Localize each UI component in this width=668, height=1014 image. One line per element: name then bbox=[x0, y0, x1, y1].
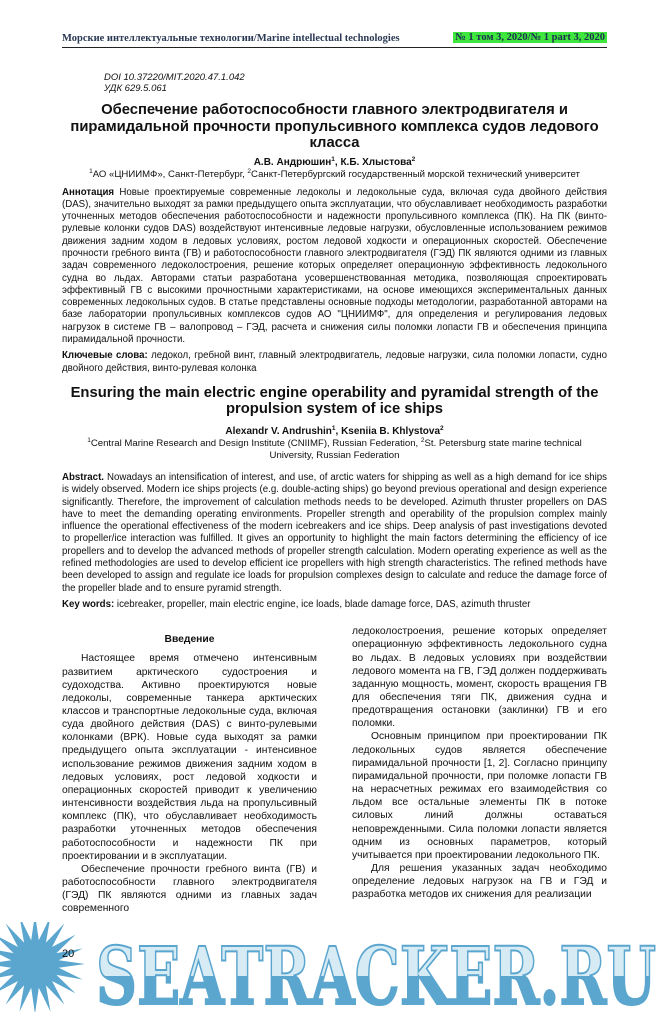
title-ru: Обеспечение работоспособности главного электродвигателя и пирамидальной прочности пропульсивного комплекса судов ледового класса bbox=[70, 102, 599, 151]
affiliations-ru: $^1$АО «ЦНИИМФ», Санкт-Петербург, $^2$Санкт-Петербургский государственный морской технический университет bbox=[89, 167, 580, 180]
affiliations-en: $^1$Central Marine Research and Design Institute (CNIIMF), Russian Federation, $^2$St. Petersburg state marine technical University, Russian Federation bbox=[87, 436, 582, 461]
paragraph: Настоящее время отмечено интенсивным развитием арктического судостроения и судоходства. Активно проектируются новые ледоколы, современные танкера арктических классов и транспортные ледокольные суда, включая суда двойного действия (DAS) с винто-рулевыми колонками (ВРК). Новые суда выходят за рамки предыдущего опыта эксплуатации - интенсивное использование режимов движения задним ходом в ледовых условиях, рост ледовой ходкости и операционных скоростей приводит к увеличению интенсивности воздействия льда на пропульсивный комплекс (ПК), что обуславливает необходимость разработки уточненных методов обеспечения работоспособности и надежности ПК при проектировании и в эксплуатации. bbox=[62, 653, 317, 862]
page-number: 20 bbox=[62, 947, 75, 960]
author: Kseniia B. Khlystova bbox=[341, 425, 440, 437]
abstract-en bbox=[62, 472, 607, 595]
issue-badge: № 1 том 3, 2020/№ 1 part 3, 2020 bbox=[455, 32, 605, 43]
affiliation: Санкт-Петербургский государственный морской технический университет bbox=[251, 168, 580, 180]
paragraph: ледоколостроения, решение которых определяет операционную эффективность ледокольного судна во льдах. В ледовых условиях при воздействии ледового момента на ГВ, ГЭД должен поддерживать заданную мощность, момент, скорость вращения ГВ для обеспечения тяги ПК, движения судна и предотвращения остановки (заклинки) ГВ и его поломки. bbox=[352, 626, 607, 730]
abstract-ru bbox=[62, 187, 607, 347]
affiliation: St. Petersburg state marine technical University, Russian Federation bbox=[269, 437, 582, 461]
sun-logo-icon bbox=[0, 922, 85, 1012]
keywords-label: Key words: bbox=[62, 598, 115, 610]
keywords-text: icebreaker, propeller, main electric engine, ice loads, blade damage force, DAS, azimuth thruster bbox=[116, 598, 531, 610]
author: А.В. Андрюшин bbox=[253, 156, 332, 168]
author: К.Б. Хлыстова bbox=[340, 156, 412, 168]
authors-en: Alexandr V. Andrushin$^1$, Kseniia B. Khlystova$^2$ bbox=[225, 424, 444, 437]
authors-ru: А.В. Андрюшин$^1$, К.Б. Хлыстова$^2$ bbox=[253, 155, 416, 168]
doi: DOI 10.37220/MIT.2020.47.1.042 bbox=[104, 72, 245, 83]
udk: УДК 629.5.061 bbox=[104, 83, 167, 94]
affiliation: АО «ЦНИИМФ», Санкт-Петербург, bbox=[92, 168, 245, 180]
abstract-label: Abstract. bbox=[62, 471, 104, 483]
page-footer bbox=[0, 922, 668, 1014]
affiliation: Central Marine Research and Design Institute (CNIIMF), Russian Federation, bbox=[90, 437, 419, 449]
author: Alexandr V. Andrushin bbox=[225, 425, 332, 437]
paragraph: Для решения указанных задач необходимо определение ледовых нагрузок на ГВ и ГЭД и разработка методов их снижения для реализации bbox=[352, 863, 607, 901]
running-header bbox=[62, 33, 607, 48]
keywords-label: Ключевые слова: bbox=[62, 350, 148, 362]
abstract-text: Новые проектируемые современные ледоколы и ледокольные суда, включая суда двойного действия (DAS), значительно выходят за рамки предыдущего опыта эксплуатации, что обуславливает необходимость разработки уточненных методов обеспечения работоспособности и надежности пропульсивного комплекса (ПК). На ПК (винто-рулевые колонки судов DAS) воздействуют интенсивные ледовые нагрузки, обусловленные использованием режимов движения задним ходом в ледовых условиях, ростом ледовой ходкости и операционных скоростей. Обеспечение прочности гребного винта (ГВ) и работоспособности главного электродвигателя (ГЭД) ПК являются одними из главных задач современного ледоколостроения, решение которых определяет операционную эффективность ледокольного судна во льдах. Авторами статьи разработана усовершенствованная методика, позволяющая спроектировать эффективный ГВ с высокими прочностными характеристиками, на основе имеющихся экспериментальных данных современных ледокольных судов. В статье представлены основные подходы методологии, разработанной авторами на базе лаборатории пропульсивных комплексов судов АО "ЦНИИМФ", для определения и регулирования ледовых нагрузок в системе ГВ – валопровод – ГЭД, расчета и снижения силы поломки лопасти ГВ и обеспечения принципа пирамидальной прочности. bbox=[62, 186, 607, 346]
abstract-label: Аннотация bbox=[62, 186, 115, 198]
paragraph: Основным принципом при проектировании ПК ледокольных судов является обеспечение пирамидальной прочности [1, 2]. Согласно принципу пирамидальной прочности, при поломке лопасти ГВ на нерасчетных режимах его взаимодействия со льдом все остальные элементы ПК в потоке силовых линий должны оставаться неповрежденными. Сила поломки лопасти является одним из основных параметров, который учитывается при проектировании ледокольного ПК. bbox=[352, 731, 607, 861]
body-right-column bbox=[352, 625, 607, 915]
section-title: Введение bbox=[164, 634, 215, 646]
keywords-en bbox=[62, 599, 607, 611]
watermark-text: SEATRACKER.RU bbox=[96, 928, 656, 1012]
title-en: Ensuring the main electric engine operability and pyramidal strength of the propulsion system of ice ships bbox=[70, 384, 599, 418]
seatracker-watermark bbox=[0, 922, 668, 1012]
keywords-text: ледокол, гребной винт, главный электродвигатель, ледовые нагрузки, сила поломки лопасти, судно двойного действия, винто-рулевая колонка bbox=[62, 350, 607, 374]
body-left-column bbox=[62, 625, 317, 915]
body-columns bbox=[62, 625, 607, 915]
paragraph: Обеспечение прочности гребного винта (ГВ) и работоспособности главного электродвигателя (ГЭД) ПК являются одними из главных задач современного bbox=[62, 863, 317, 915]
article-meta bbox=[104, 72, 607, 94]
journal-name: Морские интеллектуальные технологии/Marine intellectual technologies bbox=[62, 33, 400, 44]
keywords-ru bbox=[62, 350, 607, 375]
abstract-text: Nowadays an intensification of interest, and use, of arctic waters for shipping as well as a high demand for ice ships is widely observed. Modern ice ships projects (e.g. double-acting ships) go beyond previous operational and design experience significantly. Therefore, the improvement of calculation methods needs to be developed. Azimuth thruster propellers on DAS have to meet the demanding operating environments. Propeller strength and operability of the propulsion complex mainly influence the operational effectiveness of the modern icebreakers and ice ships. Deep analysis of past investigations devoted to propeller/ice interaction was fulfilled. It gives an opportunity to highlight the main factors determining the efficiency of ice propellers and to develop the advanced methods of propeller strength calculation. Modern operating experience as well as the refined methodologies are used to develop efficient ice propellers with high strength characteristics. The refined methods have been developed to assign and regulate ice loads for propulsion complexes design to calculate and reduce the damage force of the propeller blade and to ensure pyramid strength. bbox=[62, 471, 607, 594]
